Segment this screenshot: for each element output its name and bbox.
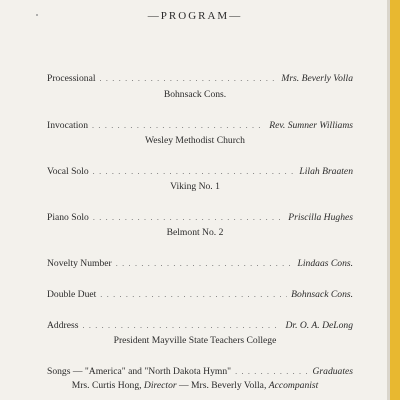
item-label: Invocation — [47, 120, 89, 131]
item-label: Novelty Number — [47, 258, 112, 269]
dot-leader — [92, 120, 265, 132]
item-label: Vocal Solo — [47, 166, 89, 177]
item-label: Songs — "America" and "North Dakota Hymn" — [47, 366, 232, 377]
director-role: Director — [143, 380, 177, 391]
program-item-novelty-number — [47, 258, 353, 270]
dot-leader — [93, 212, 284, 224]
program-header: —PROGRAM— — [147, 10, 243, 22]
item-performer: Lilah Braaten — [299, 166, 353, 177]
dot-leader — [100, 73, 278, 85]
program-item-address — [47, 320, 353, 332]
accompanist-role: Accompanist — [268, 380, 319, 391]
item-performer: Rev. Sumner Williams — [269, 120, 353, 131]
songs-credits-line — [0, 380, 390, 392]
program-item-invocation — [47, 120, 353, 132]
yellow-cover-edge — [390, 0, 400, 400]
item-subline: President Mayville State Teachers College — [113, 335, 277, 346]
item-subline: Viking No. 1 — [170, 181, 220, 192]
item-performer: Lindaas Cons. — [297, 258, 353, 269]
dot-leader — [235, 366, 308, 378]
item-performer: Dr. O. A. DeLong — [285, 320, 353, 331]
director-name: Mrs. Curtis Hong, — [71, 380, 142, 391]
item-label: Double Duet — [47, 289, 97, 300]
program-item-double-duet — [47, 289, 353, 301]
program-item-piano-solo — [47, 212, 353, 224]
item-label: Processional — [47, 73, 96, 84]
program-item-vocal-solo — [47, 166, 353, 178]
item-label: Address — [47, 320, 79, 331]
item-performer: Mrs. Beverly Volla — [281, 73, 353, 84]
item-label: Piano Solo — [47, 212, 89, 223]
item-performer: Graduates — [312, 366, 353, 377]
item-subline: Wesley Methodist Church — [145, 135, 245, 146]
item-subline: Bohnsack Cons. — [163, 89, 227, 100]
program-item-processional — [47, 73, 353, 85]
item-performer: Bohnsack Cons. — [291, 289, 353, 300]
item-performer: Priscilla Hughes — [288, 212, 353, 223]
dot-leader — [100, 289, 287, 301]
dot-leader — [93, 166, 296, 178]
credits-separator: — — [179, 380, 189, 391]
accompanist-name: Mrs. Beverly Volla, — [191, 380, 267, 391]
dot-leader — [116, 258, 294, 270]
item-subline: Belmont No. 2 — [166, 227, 224, 238]
dot-leader — [82, 320, 281, 332]
program-item-songs — [47, 366, 353, 378]
